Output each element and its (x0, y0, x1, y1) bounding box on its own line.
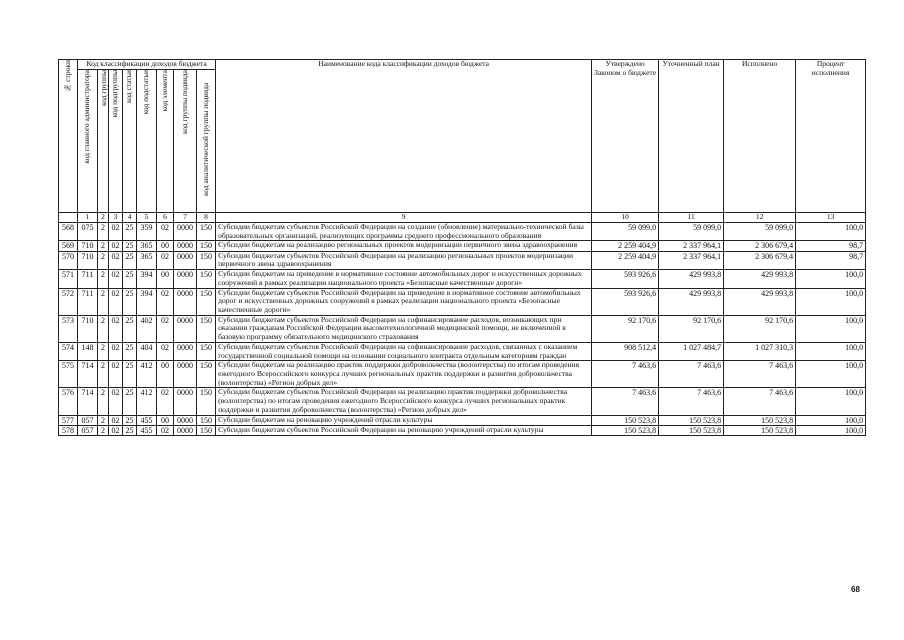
cell-c7: 0000 (174, 288, 197, 315)
cell-approved: 92 170,6 (592, 315, 659, 342)
cell-c3: 02 (109, 223, 123, 241)
cell-c1: 714 (78, 361, 98, 388)
cell-name: Субсидии бюджетам субъектов Российской Федерации на реализацию практик поддержки добровольчества (волонтерства) по итогам проведения ежегодного Всероссийского конкурса лучших региональных практик поддержки и развития добровольчества (волонтерства) «Регион добрых дел» (216, 388, 592, 415)
cell-refined: 7 463,6 (659, 388, 724, 415)
cell-percent: 100,0 (796, 315, 866, 342)
cell-no: 570 (59, 251, 78, 269)
column-number-row (59, 213, 866, 223)
cell-c7: 0000 (174, 342, 197, 360)
cell-executed: 59 099,0 (724, 223, 796, 241)
cell-executed: 150 523,8 (724, 425, 796, 435)
cell-no: 576 (59, 388, 78, 415)
cell-refined: 7 463,6 (659, 361, 724, 388)
header-refined: Уточненный план (659, 60, 724, 213)
cell-c6: 02 (157, 288, 174, 315)
cell-c8: 150 (197, 415, 216, 425)
cell-c2: 2 (98, 425, 109, 435)
table-row (59, 361, 866, 388)
cell-c3: 02 (109, 388, 123, 415)
column-number: 8 (197, 213, 216, 223)
column-number: 9 (216, 213, 592, 223)
cell-approved: 59 099,0 (592, 223, 659, 241)
cell-executed: 2 306 679,4 (724, 241, 796, 251)
cell-no: 574 (59, 342, 78, 360)
cell-c4: 25 (123, 288, 137, 315)
cell-executed: 7 463,6 (724, 361, 796, 388)
cell-c4: 25 (123, 425, 137, 435)
cell-no: 572 (59, 288, 78, 315)
cell-no: 578 (59, 425, 78, 435)
cell-c2: 2 (98, 415, 109, 425)
cell-c1: 710 (78, 251, 98, 269)
cell-c6: 02 (157, 315, 174, 342)
table-row (59, 315, 866, 342)
cell-c6: 02 (157, 425, 174, 435)
cell-c7: 0000 (174, 223, 197, 241)
cell-c3: 02 (109, 415, 123, 425)
cell-c5: 394 (137, 288, 157, 315)
cell-no: 573 (59, 315, 78, 342)
column-number: 5 (137, 213, 157, 223)
cell-c6: 00 (157, 270, 174, 288)
cell-c6: 02 (157, 388, 174, 415)
cell-c1: 148 (78, 342, 98, 360)
cell-c3: 02 (109, 241, 123, 251)
cell-c7: 0000 (174, 241, 197, 251)
cell-refined: 2 337 964,1 (659, 251, 724, 269)
cell-c7: 0000 (174, 415, 197, 425)
cell-refined: 150 523,8 (659, 425, 724, 435)
cell-refined: 429 993,8 (659, 288, 724, 315)
table-row (59, 425, 866, 435)
column-number: 10 (592, 213, 659, 223)
cell-c5: 455 (137, 415, 157, 425)
column-number: 4 (123, 213, 137, 223)
table-row (59, 288, 866, 315)
cell-c6: 02 (157, 342, 174, 360)
cell-c8: 150 (197, 270, 216, 288)
cell-c4: 25 (123, 361, 137, 388)
column-number: 11 (659, 213, 724, 223)
revenue-table-sheet (58, 59, 865, 436)
cell-c1: 710 (78, 241, 98, 251)
cell-name: Субсидии бюджетам субъектов Российской Федерации на реализацию региональных проектов модернизации первичного звена здравоохранения (216, 251, 592, 269)
column-number: 2 (98, 213, 109, 223)
cell-no: 569 (59, 241, 78, 251)
cell-c5: 412 (137, 361, 157, 388)
cell-c3: 02 (109, 361, 123, 388)
column-number-blank (59, 213, 78, 223)
column-number: 6 (157, 213, 174, 223)
column-number: 3 (109, 213, 123, 223)
cell-approved: 2 259 404,9 (592, 241, 659, 251)
table-row (59, 388, 866, 415)
cell-refined: 2 337 964,1 (659, 241, 724, 251)
cell-c4: 25 (123, 315, 137, 342)
cell-c3: 02 (109, 342, 123, 360)
cell-c2: 2 (98, 241, 109, 251)
table-row (59, 270, 866, 288)
cell-c6: 02 (157, 251, 174, 269)
cell-approved: 2 259 404,9 (592, 251, 659, 269)
cell-c1: 057 (78, 415, 98, 425)
cell-c3: 02 (109, 315, 123, 342)
cell-executed: 92 170,6 (724, 315, 796, 342)
cell-c2: 2 (98, 223, 109, 241)
cell-executed: 150 523,8 (724, 415, 796, 425)
cell-c4: 25 (123, 251, 137, 269)
cell-refined: 150 523,8 (659, 415, 724, 425)
cell-approved: 7 463,6 (592, 388, 659, 415)
cell-name: Субсидии бюджетам субъектов Российской Федерации на реновацию учреждений отрасли культуры (216, 425, 592, 435)
cell-approved: 150 523,8 (592, 415, 659, 425)
table-row (59, 241, 866, 251)
cell-no: 571 (59, 270, 78, 288)
cell-approved: 150 523,8 (592, 425, 659, 435)
cell-name: Субсидии бюджетам субъектов Российской Федерации на приведение в нормативное состояние автомобильных дорог и искусственных дорожных сооружений в рамках реализации национального проекта «Безопасные качественные дороги» (216, 288, 592, 315)
cell-c2: 2 (98, 288, 109, 315)
header-code-article: код статьи (123, 70, 137, 213)
cell-name: Субсидии бюджетам на реновацию учреждений отрасли культуры (216, 415, 592, 425)
cell-c8: 150 (197, 288, 216, 315)
cell-c8: 150 (197, 388, 216, 415)
cell-c6: 02 (157, 223, 174, 241)
budget-revenue-table (58, 59, 866, 436)
cell-name: Субсидии бюджетам субъектов Российской Федерации на софинансирование расходов, возникающих при оказании гражданам Российской Федерации высокотехнологичной медицинской помощи, не включенной в базовую программу обязательного медицинского страхования (216, 315, 592, 342)
cell-c6: 00 (157, 241, 174, 251)
cell-c2: 2 (98, 270, 109, 288)
cell-c5: 359 (137, 223, 157, 241)
cell-c5: 404 (137, 342, 157, 360)
cell-c6: 00 (157, 415, 174, 425)
cell-name: Субсидии бюджетам на приведение в нормативное состояние автомобильных дорог и искусственных дорожных сооружений в рамках реализации национального проекта «Безопасные качественные дороги» (216, 270, 592, 288)
cell-c1: 711 (78, 288, 98, 315)
cell-c5: 455 (137, 425, 157, 435)
cell-c8: 150 (197, 315, 216, 342)
cell-c1: 057 (78, 425, 98, 435)
cell-c7: 0000 (174, 425, 197, 435)
cell-c1: 711 (78, 270, 98, 288)
cell-name: Субсидии бюджетам субъектов Российской Федерации на создание (обновление) материально-технической базы образовательных организаций, реализующих программы среднего профессионального образования (216, 223, 592, 241)
header-name: Наименование кода классификации доходов бюджета (216, 60, 592, 213)
cell-percent: 100,0 (796, 270, 866, 288)
cell-c4: 25 (123, 241, 137, 251)
header-code-admin: код главного администратора (78, 70, 98, 213)
cell-c4: 25 (123, 415, 137, 425)
cell-no: 568 (59, 223, 78, 241)
table-row (59, 223, 866, 241)
cell-c4: 25 (123, 388, 137, 415)
cell-approved: 593 926,6 (592, 288, 659, 315)
header-code-group: Код классификации доходов бюджета (78, 60, 216, 70)
cell-percent: 100,0 (796, 415, 866, 425)
cell-name: Субсидии бюджетам на реализацию региональных проектов модернизации первичного звена здравоохранения (216, 241, 592, 251)
cell-c5: 394 (137, 270, 157, 288)
cell-refined: 1 027 484,7 (659, 342, 724, 360)
header-code-group-col: код группы (98, 70, 109, 213)
table-row (59, 415, 866, 425)
cell-c6: 00 (157, 361, 174, 388)
cell-c4: 25 (123, 270, 137, 288)
cell-percent: 100,0 (796, 388, 866, 415)
cell-c2: 2 (98, 388, 109, 415)
cell-c5: 402 (137, 315, 157, 342)
cell-c8: 150 (197, 251, 216, 269)
header-code-subgroup: код подгруппы (109, 70, 123, 213)
cell-c5: 365 (137, 241, 157, 251)
cell-executed: 1 027 310,3 (724, 342, 796, 360)
column-number: 12 (724, 213, 796, 223)
header-code-element: код элемента (157, 70, 174, 213)
cell-c2: 2 (98, 315, 109, 342)
cell-approved: 7 463,6 (592, 361, 659, 388)
cell-refined: 59 099,0 (659, 223, 724, 241)
cell-approved: 908 512,4 (592, 342, 659, 360)
cell-c3: 02 (109, 288, 123, 315)
cell-c8: 150 (197, 361, 216, 388)
header-executed: Исполнено (724, 60, 796, 213)
table-row (59, 251, 866, 269)
cell-no: 577 (59, 415, 78, 425)
cell-no: 575 (59, 361, 78, 388)
cell-c7: 0000 (174, 251, 197, 269)
cell-c8: 150 (197, 342, 216, 360)
page-number: 68 (851, 585, 860, 594)
cell-percent: 100,0 (796, 361, 866, 388)
cell-c1: 714 (78, 388, 98, 415)
cell-c3: 02 (109, 270, 123, 288)
cell-executed: 429 993,8 (724, 270, 796, 288)
cell-percent: 100,0 (796, 342, 866, 360)
cell-percent: 100,0 (796, 223, 866, 241)
cell-executed: 2 306 679,4 (724, 251, 796, 269)
cell-c5: 412 (137, 388, 157, 415)
column-number: 13 (796, 213, 866, 223)
cell-refined: 92 170,6 (659, 315, 724, 342)
cell-c2: 2 (98, 361, 109, 388)
cell-c7: 0000 (174, 315, 197, 342)
column-number: 7 (174, 213, 197, 223)
cell-c8: 150 (197, 425, 216, 435)
cell-name: Субсидии бюджетам субъектов Российской Федерации на софинансирование расходов, связанных с оказанием государственной социальной помощи на основании социального контракта отдельным категориям граждан (216, 342, 592, 360)
cell-executed: 7 463,6 (724, 388, 796, 415)
cell-c7: 0000 (174, 361, 197, 388)
header-code-subarticle: код подстатьи (137, 70, 157, 213)
cell-refined: 429 993,8 (659, 270, 724, 288)
cell-name: Субсидии бюджетам на реализацию практик поддержки добровольчества (волонтерства) по итогам проведения ежегодного Всероссийского конкурса лучших региональных практик поддержки и развития добровольчества (волонтерства) «Регион добрых дел» (216, 361, 592, 388)
table-row (59, 342, 866, 360)
cell-c8: 150 (197, 223, 216, 241)
header-approved: Утверждено Законом о бюджете (592, 60, 659, 213)
cell-approved: 593 926,6 (592, 270, 659, 288)
cell-c4: 25 (123, 223, 137, 241)
cell-percent: 100,0 (796, 425, 866, 435)
cell-c7: 0000 (174, 270, 197, 288)
cell-c1: 710 (78, 315, 98, 342)
cell-c5: 365 (137, 251, 157, 269)
cell-c3: 02 (109, 425, 123, 435)
cell-c3: 02 (109, 251, 123, 269)
cell-c7: 0000 (174, 388, 197, 415)
cell-c2: 2 (98, 251, 109, 269)
cell-c4: 25 (123, 342, 137, 360)
cell-percent: 100,0 (796, 288, 866, 315)
header-row-number: № строки (59, 60, 78, 213)
cell-c1: 075 (78, 223, 98, 241)
cell-percent: 98,7 (796, 251, 866, 269)
cell-c8: 150 (197, 241, 216, 251)
column-number: 1 (78, 213, 98, 223)
header-code-analytic-group: код аналитической группы подвида (197, 70, 216, 213)
header-percent: Процент исполнения (796, 60, 866, 213)
cell-executed: 429 993,8 (724, 288, 796, 315)
header-code-subtype-group: код группы подвида (174, 70, 197, 213)
cell-percent: 98,7 (796, 241, 866, 251)
cell-c2: 2 (98, 342, 109, 360)
